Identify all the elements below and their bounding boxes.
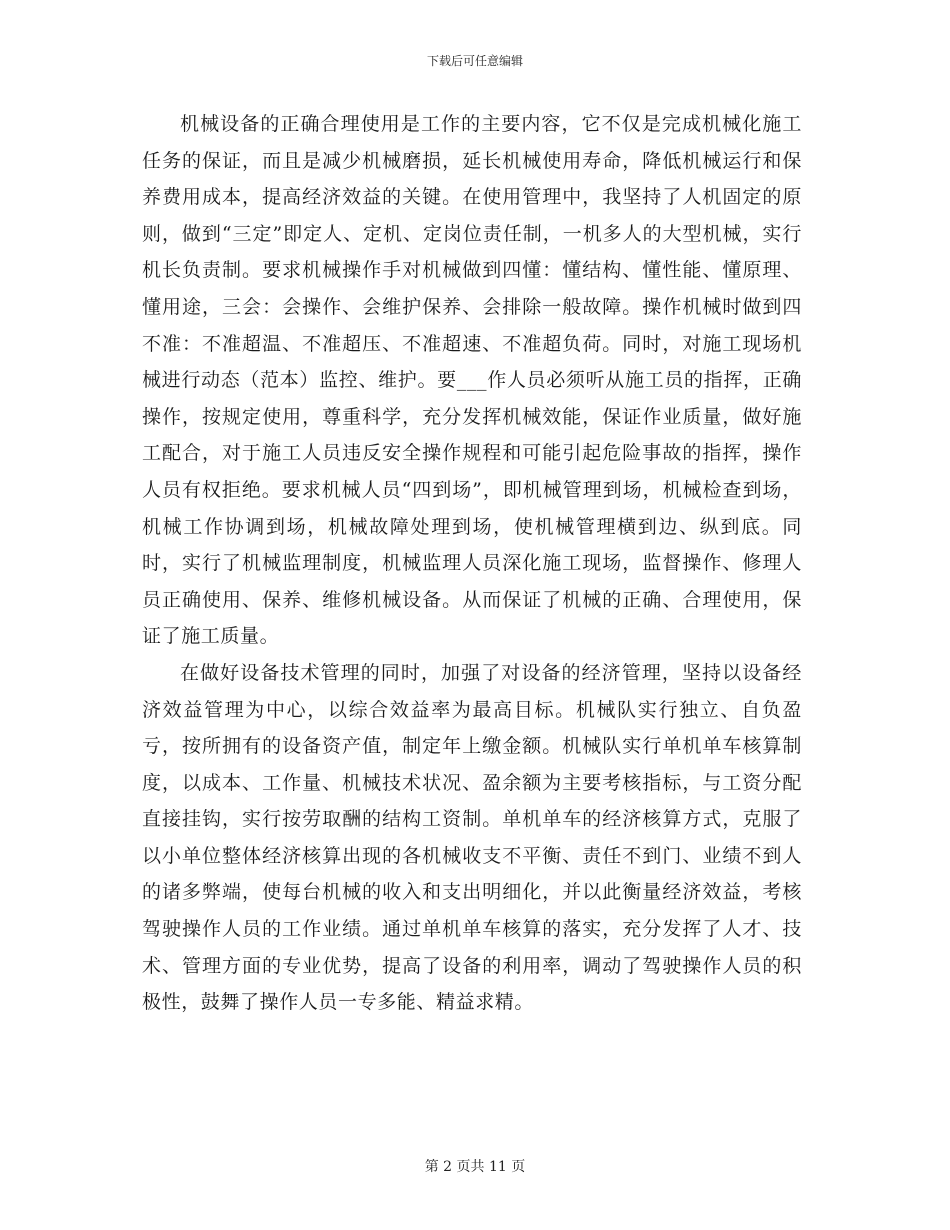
paragraph-economic-management: 在做好设备技术管理的同时，加强了对设备的经济管理，坚持以设备经济效益管理为中心，以综合效益率为最高目标。机械队实行独立、自负盈亏，按所拥有的设备资产值，制定年上缴金额。机械队实行单机单车核算制度，以成本、工作量、机械技术状况、盈余额为主要考核指标，与工资分配直接挂钩，实行按劳取酬的结构工资制。单机单车的经济核算方式，克服了以小单位整体经济核算出现的各机械收支不平衡、责任不到门、业绩不到人的诸多弊端，使每台机械的收入和支出明细化，并以此衡量经济效益，考核驾驶操作人员的工作业绩。通过单机单车核算的落实，充分发挥了人才、技术、管理方面的专业优势，提高了设备的利用率，调动了驾驶操作人员的积极性，鼓舞了操作人员一专多能、精益求精。 xyxy=(142,661,802,1014)
page-header: 下载后可任意编辑 xyxy=(426,54,523,68)
page-footer: 第 2 页共 11 页 xyxy=(424,1159,526,1175)
paragraph-machine-usage: 机械设备的正确合理使用是工作的主要内容，它不仅是完成机械化施工任务的保证，而且是减少机械磨损，延长机械使用寿命，降低机械运行和保养费用成本，提高经济效益的关键。在使用管理中，我坚持了人机固定的原则，做到“三定”即定人、定机、定岗位责任制，一机多人的大型机械，实行机长负责制。要求机械操作手对机械做到四懂：懂结构、懂性能、懂原理、懂用途，三会：会操作、会维护保养、会排除一般故障。操作机械时做到四不准：不准超温、不准超压、不准超速、不准超负荷。同时，对施工现场机械进行动态（范本）监控、维护。要___作人员必须听从施工员的指挥，正确操作，按规定使用，尊重科学，充分发挥机械效能，保证作业质量，做好施工配合，对于施工人员违反安全操作规程和可能引起危险事故的指挥，操作人员有权拒绝。要求机械人员“四到场”，即机械管理到场，机械检查到场，机械工作协调到场，机械故障处理到场，使机械管理横到边、纵到底。同时，实行了机械监理制度，机械监理人员深化施工现场，监督操作、修理人员正确使用、保养、维修机械设备。从而保证了机械的正确、合理使用，保证了施工质量。 xyxy=(142,113,802,648)
document-body xyxy=(142,106,802,1021)
